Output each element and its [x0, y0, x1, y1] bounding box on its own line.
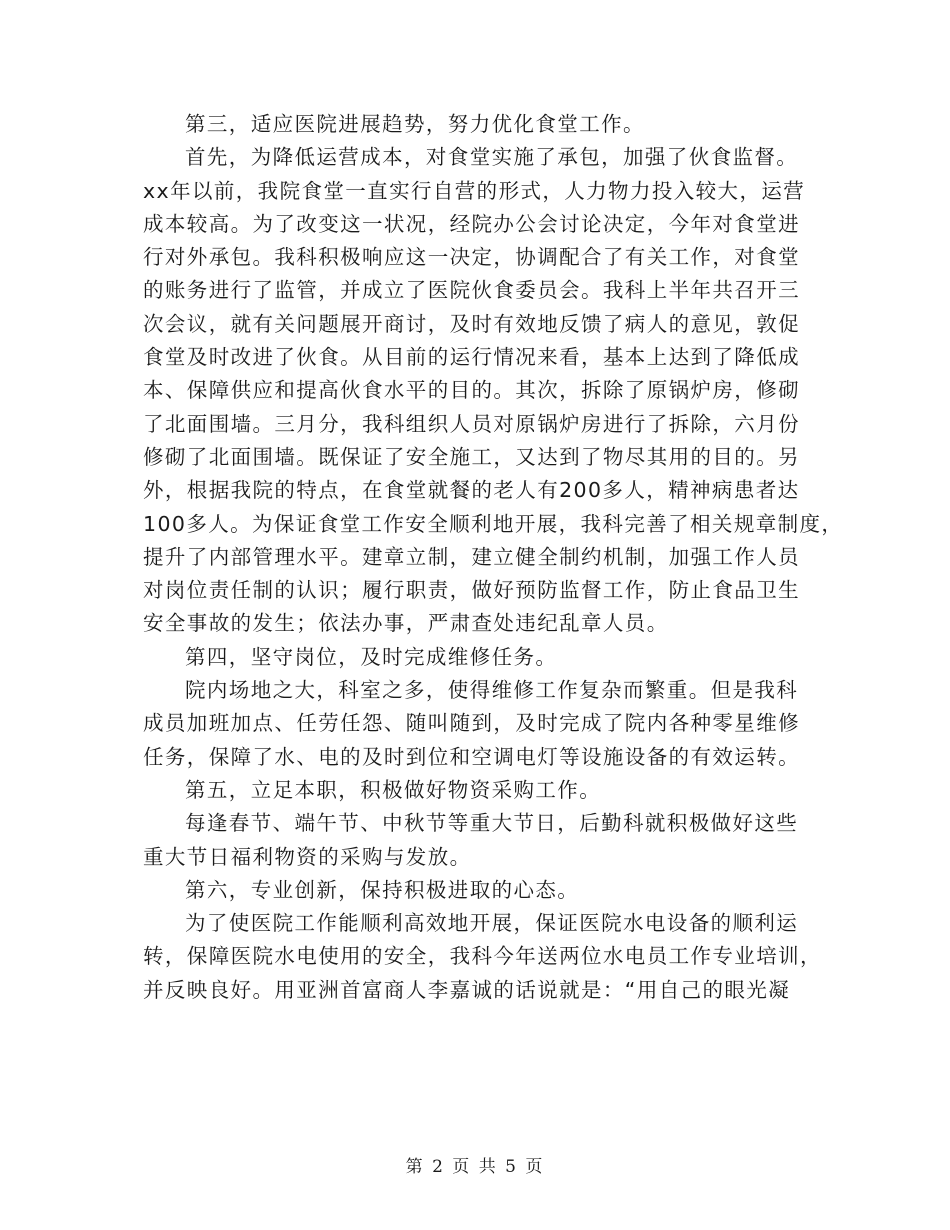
- paragraph-line: 转，保障医院水电使用的安全，我科今年送两位水电员工作专业培训，: [143, 944, 822, 969]
- paragraph-line: 第六，专业创新，保持积极进取的心态。: [185, 877, 580, 902]
- page-number-footer: 第 2 页 共 5 页: [405, 1157, 545, 1177]
- paragraph-line: 对岗位责任制的认识；履行职责，做好预防监督工作，防止食品卫生: [143, 578, 800, 603]
- paragraph-line: 本、保障供应和提高伙食水平的目的。其次，拆除了原锅炉房，修砌: [143, 378, 800, 403]
- paragraph-line: 食堂及时改进了伙食。从目前的运行情况来看，基本上达到了降低成: [143, 345, 800, 370]
- paragraph-line: 为了使医院工作能顺利高效地开展，保证医院水电设备的顺利运: [185, 911, 799, 936]
- paragraph-line: 成员加班加点、任劳任怨、随叫随到，及时完成了院内各种零星维修: [143, 711, 800, 736]
- paragraph-line: 100多人。为保证食堂工作安全顺利地开展，我科完善了相关规章制度，: [143, 511, 844, 536]
- paragraph-line: 外，根据我院的特点，在食堂就餐的老人有200多人，精神病患者达: [143, 478, 800, 503]
- paragraph-line: 首先，为降低运营成本，对食堂实施了承包，加强了伙食监督。: [185, 145, 799, 170]
- paragraph-line: 行对外承包。我科积极响应这一决定，协调配合了有关工作，对食堂: [143, 245, 800, 270]
- paragraph-line: 成本较高。为了改变这一状况，经院办公会讨论决定，今年对食堂进: [143, 211, 800, 236]
- paragraph-line: xx年以前，我院食堂一直实行自营的形式，人力物力投入较大，运营: [143, 178, 806, 203]
- paragraph-line: 重大节日福利物资的采购与发放。: [143, 844, 472, 869]
- paragraph-line: 安全事故的发生；依法办事，严肃查处违纪乱章人员。: [143, 611, 669, 636]
- paragraph-line: 修砌了北面围墙。既保证了安全施工，又达到了物尽其用的目的。另: [143, 444, 800, 469]
- paragraph-line: 第五，立足本职，积极做好物资采购工作。: [185, 777, 602, 802]
- paragraph-line: 第三，适应医院进展趋势，努力优化食堂工作。: [185, 112, 645, 136]
- paragraph-line: 的账务进行了监管，并成立了医院伙食委员会。我科上半年共召开三: [143, 278, 800, 303]
- paragraph-line: 次会议，就有关问题展开商讨，及时有效地反馈了病人的意见，敦促: [143, 311, 800, 336]
- paragraph-line: 每逢春节、端午节、中秋节等重大节日，后勤科就积极做好这些: [185, 811, 799, 836]
- paragraph-line: 院内场地之大，科室之多，使得维修工作复杂而繁重。但是我科: [185, 678, 799, 703]
- paragraph-line: 第四，坚守岗位，及时完成维修任务。: [185, 644, 558, 669]
- paragraph-line: 并反映良好。用亚洲首富商人李嘉诚的话说就是：“用自己的眼光凝: [143, 977, 791, 1002]
- paragraph-line: 提升了内部管理水平。建章立制，建立健全制约机制，加强工作人员: [143, 544, 800, 569]
- paragraph-line: 了北面围墙。三月分，我科组织人员对原锅炉房进行了拆除，六月份: [143, 411, 800, 436]
- body-text: [143, 108, 844, 1007]
- paragraph-line: 任务，保障了水、电的及时到位和空调电灯等设施设备的有效运转。: [143, 744, 800, 769]
